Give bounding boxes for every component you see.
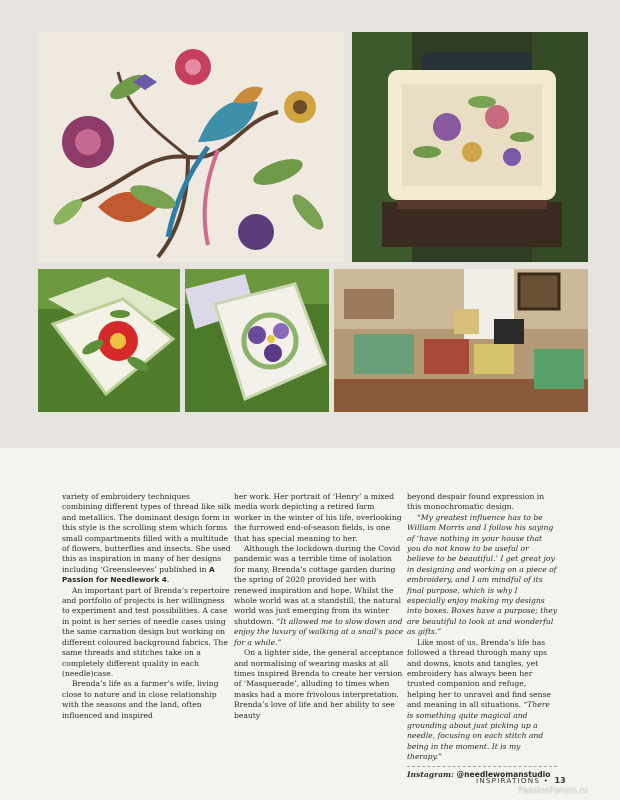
quote: “It allowed me to slow down and enjoy the luxury of walking at a snail’s pace for a while.”	[234, 616, 404, 647]
paragraph	[62, 492, 232, 586]
article-column-1	[62, 492, 232, 721]
paragraph-end: .	[166, 575, 170, 585]
quote: “My greatest influence has to be William Morris and I follow his saying of ‘have nothing in your house that you do not know to be useful or believe to be beautiful.’ I get great joy in designing and working on a piece of embroidery, and I am mindful of its final purpose, which is why I especially enjoy making my designs into boxes. Boxes have a purpose; they are beautiful to look at and wonderful as gifts.”	[407, 512, 557, 637]
separator: •	[543, 776, 550, 785]
paragraph-text: Like most of us, Brenda’s life has followed a thread through many ups and downs, knots and tangles, yet embroidery has always been her trusted companion and refuge, helping her to unravel and find sense and meaning in all situations.	[407, 637, 551, 710]
divider	[407, 766, 557, 767]
section-name: INSPIRATIONS	[476, 776, 541, 785]
quote-paragraph	[407, 513, 557, 638]
red-flower-box-photo	[38, 269, 180, 412]
paragraph: Brenda’s life as a farmer’s wife, living close to nature and in close relationship with the seasons and the land, often influenced and inspired	[62, 679, 219, 720]
page-number: 13	[554, 776, 566, 785]
instagram-handle[interactable]: @needlewomanstudio	[456, 769, 551, 779]
article-column-3	[407, 492, 557, 780]
paragraph-text: variety of embroidery techniques combining different types of thread like silk and metallics. The dominant design form in this style is the scrolling stem which forms small compartments filled with a multitude of flowers, butterflies and insects. She used this as inspiration in many of her designs including ‘Greensleeves’ published in	[62, 492, 231, 574]
cushion-on-chair-photo	[352, 32, 588, 262]
page-folio	[476, 776, 566, 785]
pansy-box-photo	[185, 269, 329, 412]
watermark: PassionForum.ru	[518, 786, 589, 796]
paragraph	[234, 544, 404, 648]
paragraph: beyond despair found expression in this monochromatic design.	[407, 492, 545, 512]
instagram-label: Instagram:	[407, 769, 454, 779]
studio-interior-photo	[334, 269, 588, 412]
paragraph-text: Although the lockdown during the Covid pandemic was a terrible time of isolation for many, Brenda’s cottage garden during the spring of 2020 provided her with renewed inspiration and hope. Whilst the whole world was at a standstill, the natural world was just emerging from its winter shutdown.	[234, 544, 402, 626]
paragraph: On a lighter side, the general acceptance and normalising of wearing masks at all times inspired Brenda to create her version of ‘Masquerade’, alluding to times when masks had a more frivolous interpretation. Brenda’s love of life and her ability to see beauty	[234, 648, 404, 720]
quote: “There is something quite magical and grounding about just picking up a needle, focusing on each stitch and being in the moment. It is my therapy.”	[407, 700, 550, 762]
paragraph	[407, 638, 557, 763]
crewel-embroidery-photo	[38, 32, 344, 262]
paragraph: her work. Her portrait of ‘Henry’ a mixed media work depicting a retired farm worker in the winter of his life, overlooking the furrowed end-of-season fields, is one that has special meaning to her.	[234, 492, 402, 543]
book-title: A Passion for Needlework 4	[62, 564, 215, 585]
article-column-2	[234, 492, 404, 721]
paragraph: An important part of Brenda’s repertoire and portfolio of projects is her willingness to experiment and test possibilities. A case in point is her series of needle cases using the same carnation design but working on different coloured background fabrics. The same threads and stitches take on a completely different quality in each (needle)case.	[62, 585, 230, 678]
